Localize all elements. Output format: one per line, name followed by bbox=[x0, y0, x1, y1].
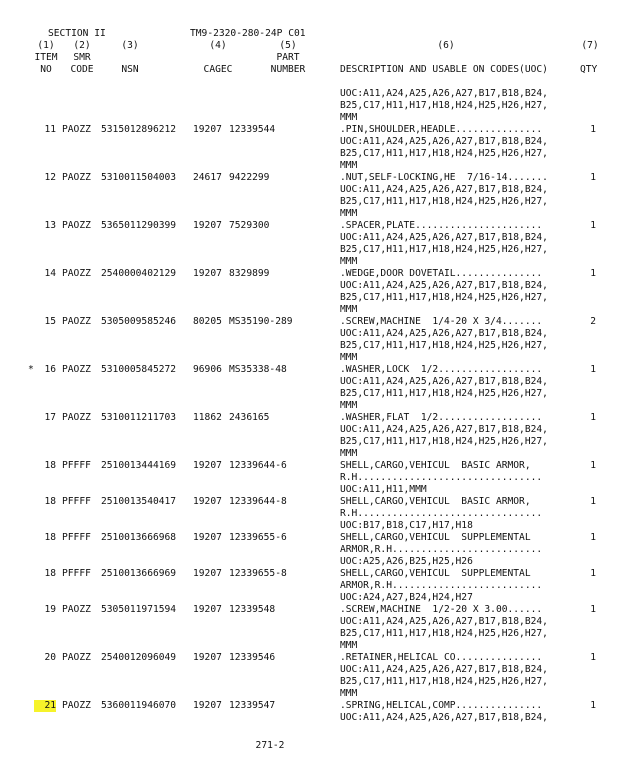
cagec: 19207 bbox=[193, 604, 222, 615]
description-line: SHELL,CARGO,VEHICUL SUPPLEMENTAL bbox=[340, 532, 531, 543]
description-line: B25,C17,H11,H17,H18,H24,H25,H26,H27, bbox=[340, 436, 548, 447]
description-line: .SCREW,MACHINE 1/2-20 X 3.00...... bbox=[340, 604, 543, 615]
description-line: ARMOR,R.H.......................... bbox=[340, 544, 543, 555]
part-number: 12339644-6 bbox=[229, 460, 287, 471]
description-line: R.H................................ bbox=[340, 472, 543, 483]
nsn: 5365011290399 bbox=[101, 220, 177, 231]
item-number: 20 bbox=[44, 652, 56, 663]
cagec: 19207 bbox=[193, 532, 222, 543]
description-line: UOC:A11,A24,A25,A26,A27,B17,B18,B24, bbox=[340, 712, 548, 723]
description-line: B25,C17,H11,H17,H18,H24,H25,H26,H27, bbox=[340, 244, 548, 255]
smr-code: PAOZZ bbox=[62, 316, 91, 327]
item-number: 21 bbox=[34, 700, 56, 712]
item-number: 18 bbox=[44, 496, 56, 507]
quantity: 1 bbox=[590, 412, 596, 423]
part-number: 12339655-6 bbox=[229, 532, 287, 543]
description-line: B25,C17,H11,H17,H18,H24,H25,H26,H27, bbox=[340, 148, 548, 159]
nsn: 5310011504003 bbox=[101, 172, 177, 183]
description-line: R.H................................ bbox=[340, 508, 543, 519]
description-line: UOC:A11,A24,A25,A26,A27,B17,B18,B24, bbox=[340, 616, 548, 627]
quantity: 1 bbox=[590, 124, 596, 135]
lead-line-3: MMM bbox=[340, 112, 358, 123]
description-line: B25,C17,H11,H17,H18,H24,H25,H26,H27, bbox=[340, 388, 548, 399]
quantity: 1 bbox=[590, 364, 596, 375]
col-num-4: (4) bbox=[209, 40, 227, 51]
description-line: UOC:A11,H11,MMM bbox=[340, 484, 427, 495]
revision-star: * bbox=[28, 364, 34, 375]
description-line: MMM bbox=[340, 352, 358, 363]
description-line: .SPRING,HELICAL,COMP............... bbox=[340, 700, 543, 711]
col-num-6: (6) bbox=[437, 40, 455, 51]
nsn: 2510013666969 bbox=[101, 568, 177, 579]
part-number: 12339644-8 bbox=[229, 496, 287, 507]
smr-code: PAOZZ bbox=[62, 604, 91, 615]
quantity: 2 bbox=[590, 316, 596, 327]
cagec: 24617 bbox=[193, 172, 222, 183]
nsn: 5310011211703 bbox=[101, 412, 177, 423]
part-header-l1: PART bbox=[276, 52, 300, 63]
item-number: 13 bbox=[44, 220, 56, 231]
item-number: 14 bbox=[44, 268, 56, 279]
description-line: .WASHER,LOCK 1/2.................. bbox=[340, 364, 543, 375]
cagec: 19207 bbox=[193, 568, 222, 579]
item-number: 16 bbox=[44, 364, 56, 375]
description-line: MMM bbox=[340, 256, 358, 267]
description-line: SHELL,CARGO,VEHICUL SUPPLEMENTAL bbox=[340, 568, 531, 579]
smr-code: PAOZZ bbox=[62, 412, 91, 423]
item-number: 17 bbox=[44, 412, 56, 423]
description-line: .NUT,SELF-LOCKING,HE 7/16-14....... bbox=[340, 172, 548, 183]
item-number: 18 bbox=[44, 568, 56, 579]
cagec: 19207 bbox=[193, 700, 222, 711]
quantity: 1 bbox=[590, 568, 596, 579]
description-line: UOC:A11,A24,A25,A26,A27,B17,B18,B24, bbox=[340, 136, 548, 147]
description-line: UOC:A11,A24,A25,A26,A27,B17,B18,B24, bbox=[340, 664, 548, 675]
smr-code: PAOZZ bbox=[62, 220, 91, 231]
description-line: UOC:A25,A26,B25,H25,H26 bbox=[340, 556, 473, 567]
description-line: B25,C17,H11,H17,H18,H24,H25,H26,H27, bbox=[340, 196, 548, 207]
smr-code: PFFFF bbox=[62, 532, 91, 543]
cagec: 19207 bbox=[193, 220, 222, 231]
part-number: 7529300 bbox=[229, 220, 270, 231]
smr-header-l1: SMR bbox=[73, 52, 91, 63]
description-line: B25,C17,H11,H17,H18,H24,H25,H26,H27, bbox=[340, 292, 548, 303]
item-number: 19 bbox=[44, 604, 56, 615]
description-line: UOC:A24,A27,B24,H24,H27 bbox=[340, 592, 473, 603]
description-line: .SCREW,MACHINE 1/4-20 X 3/4....... bbox=[340, 316, 543, 327]
col-num-1: (1) bbox=[37, 40, 55, 51]
nsn: 2540000402129 bbox=[101, 268, 177, 279]
nsn: 5305011971594 bbox=[101, 604, 177, 615]
quantity: 1 bbox=[590, 268, 596, 279]
nsn: 5305009585246 bbox=[101, 316, 177, 327]
description-line: B25,C17,H11,H17,H18,H24,H25,H26,H27, bbox=[340, 628, 548, 639]
part-number: 8329899 bbox=[229, 268, 270, 279]
nsn: 2510013540417 bbox=[101, 496, 177, 507]
description-line: SHELL,CARGO,VEHICUL BASIC ARMOR, bbox=[340, 496, 531, 507]
part-number: 12339547 bbox=[229, 700, 276, 711]
description-line: ARMOR,R.H.......................... bbox=[340, 580, 543, 591]
qty-header: QTY bbox=[580, 64, 598, 75]
cagec: 19207 bbox=[193, 460, 222, 471]
description-line: UOC:B17,B18,C17,H17,H18 bbox=[340, 520, 473, 531]
cagec: 19207 bbox=[193, 124, 222, 135]
description-line: UOC:A11,A24,A25,A26,A27,B17,B18,B24, bbox=[340, 424, 548, 435]
part-number: 12339548 bbox=[229, 604, 276, 615]
quantity: 1 bbox=[590, 220, 596, 231]
quantity: 1 bbox=[590, 604, 596, 615]
description-line: UOC:A11,A24,A25,A26,A27,B17,B18,B24, bbox=[340, 376, 548, 387]
smr-code: PAOZZ bbox=[62, 364, 91, 375]
col-num-3: (3) bbox=[121, 40, 139, 51]
quantity: 1 bbox=[590, 700, 596, 711]
quantity: 1 bbox=[590, 496, 596, 507]
description-line: .WASHER,FLAT 1/2.................. bbox=[340, 412, 543, 423]
description-line: MMM bbox=[340, 640, 358, 651]
nsn: 5360011946070 bbox=[101, 700, 177, 711]
smr-header-l2: CODE bbox=[70, 64, 94, 75]
page-number: 271-2 bbox=[255, 740, 285, 751]
cagec: 11862 bbox=[193, 412, 222, 423]
description-line: .PIN,SHOULDER,HEADLE............... bbox=[340, 124, 543, 135]
section-title: SECTION II bbox=[48, 28, 106, 39]
quantity: 1 bbox=[590, 532, 596, 543]
item-header-l1: ITEM bbox=[34, 52, 58, 63]
smr-code: PFFFF bbox=[62, 496, 91, 507]
cagec-header: CAGEC bbox=[203, 64, 233, 75]
part-number: 12339546 bbox=[229, 652, 276, 663]
cagec: 96906 bbox=[193, 364, 222, 375]
description-line: .WEDGE,DOOR DOVETAIL............... bbox=[340, 268, 543, 279]
part-header-l2: NUMBER bbox=[270, 64, 306, 75]
cagec: 19207 bbox=[193, 496, 222, 507]
col-num-5: (5) bbox=[279, 40, 297, 51]
description-line: B25,C17,H11,H17,H18,H24,H25,H26,H27, bbox=[340, 340, 548, 351]
part-number: MS35190-289 bbox=[229, 316, 293, 327]
description-line: MMM bbox=[340, 304, 358, 315]
tm-number: TM9-2320-280-24P C01 bbox=[190, 28, 306, 39]
item-number: 18 bbox=[44, 532, 56, 543]
nsn-header: NSN bbox=[121, 64, 139, 75]
description-line: UOC:A11,A24,A25,A26,A27,B17,B18,B24, bbox=[340, 184, 548, 195]
description-line: MMM bbox=[340, 160, 358, 171]
col-num-7: (7) bbox=[581, 40, 599, 51]
desc-header: DESCRIPTION AND USABLE ON CODES(UOC) bbox=[340, 64, 548, 75]
lead-line-1: UOC:A11,A24,A25,A26,A27,B17,B18,B24, bbox=[340, 88, 548, 99]
item-number: 18 bbox=[44, 460, 56, 471]
smr-code: PFFFF bbox=[62, 568, 91, 579]
cagec: 19207 bbox=[193, 652, 222, 663]
part-number: 2436165 bbox=[229, 412, 270, 423]
item-number: 12 bbox=[44, 172, 56, 183]
description-line: MMM bbox=[340, 448, 358, 459]
smr-code: PAOZZ bbox=[62, 700, 91, 711]
cagec: 19207 bbox=[193, 268, 222, 279]
description-line: MMM bbox=[340, 400, 358, 411]
item-number: 11 bbox=[44, 124, 56, 135]
nsn: 5310005845272 bbox=[101, 364, 177, 375]
description-line: MMM bbox=[340, 208, 358, 219]
quantity: 1 bbox=[590, 652, 596, 663]
part-number: MS35338-48 bbox=[229, 364, 287, 375]
quantity: 1 bbox=[590, 172, 596, 183]
nsn: 2510013666968 bbox=[101, 532, 177, 543]
quantity: 1 bbox=[590, 460, 596, 471]
description-line: UOC:A11,A24,A25,A26,A27,B17,B18,B24, bbox=[340, 232, 548, 243]
smr-code: PAOZZ bbox=[62, 124, 91, 135]
smr-code: PFFFF bbox=[62, 460, 91, 471]
item-number: 15 bbox=[44, 316, 56, 327]
nsn: 2540012096049 bbox=[101, 652, 177, 663]
description-line: MMM bbox=[340, 688, 358, 699]
smr-code: PAOZZ bbox=[62, 268, 91, 279]
smr-code: PAOZZ bbox=[62, 652, 91, 663]
description-line: UOC:A11,A24,A25,A26,A27,B17,B18,B24, bbox=[340, 328, 548, 339]
nsn: 2510013444169 bbox=[101, 460, 177, 471]
col-num-2: (2) bbox=[73, 40, 91, 51]
description-line: B25,C17,H11,H17,H18,H24,H25,H26,H27, bbox=[340, 676, 548, 687]
lead-line-2: B25,C17,H11,H17,H18,H24,H25,H26,H27, bbox=[340, 100, 548, 111]
description-line: .SPACER,PLATE...................... bbox=[340, 220, 543, 231]
description-line: .RETAINER,HELICAL CO............... bbox=[340, 652, 543, 663]
item-header-l2: NO bbox=[40, 64, 52, 75]
description-line: SHELL,CARGO,VEHICUL BASIC ARMOR, bbox=[340, 460, 531, 471]
nsn: 5315012896212 bbox=[101, 124, 177, 135]
smr-code: PAOZZ bbox=[62, 172, 91, 183]
part-number: 12339655-8 bbox=[229, 568, 287, 579]
cagec: 80205 bbox=[193, 316, 222, 327]
part-number: 12339544 bbox=[229, 124, 276, 135]
part-number: 9422299 bbox=[229, 172, 270, 183]
description-line: UOC:A11,A24,A25,A26,A27,B17,B18,B24, bbox=[340, 280, 548, 291]
